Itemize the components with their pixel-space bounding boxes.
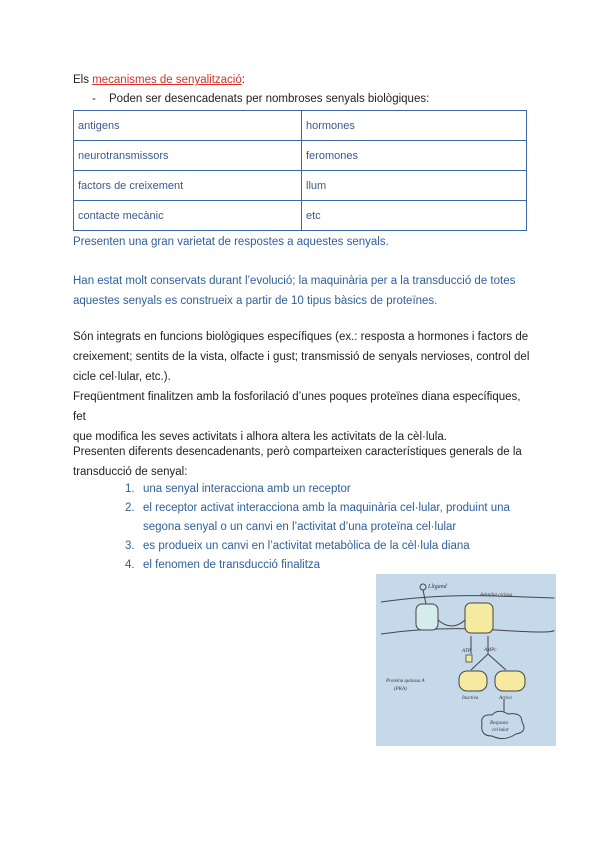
list-number: 3. <box>125 540 135 552</box>
label-camp: AMPc <box>484 648 497 653</box>
branch-arrows <box>471 654 506 670</box>
label-pka-line2: (PKA) <box>394 687 407 692</box>
label-inactive: Inactiva <box>462 696 479 701</box>
mecanismes-link[interactable]: mecanismes de senyalització <box>92 74 242 86</box>
table-cell: feromones <box>302 141 527 171</box>
list-item <box>121 480 521 499</box>
paragraph-line: aquestes senyals es construeix a partir de 10 tipus bàsics de proteïnes. <box>73 295 438 307</box>
heading-suffix: : <box>241 74 245 86</box>
paragraph-functions <box>73 327 533 447</box>
label-adenylate: Adenilat ciclasa <box>480 593 513 598</box>
table-cell: factors de creixement <box>74 171 302 201</box>
list-item-text: es produeix un canvi en l’activitat metabòlica de la cèl·lula diana <box>143 540 470 552</box>
table-cell: neurotransmissors <box>74 141 302 171</box>
camp-icon <box>466 655 472 662</box>
paragraph-evolution <box>73 271 533 311</box>
paragraph-line: que modifica les seves activitats i alhora altera les activitats de la cèl·lula. <box>73 431 447 443</box>
paragraph-line: Han estat molt conservats durant l’evolució; la maquinària per a la transducció de totes <box>73 275 516 287</box>
table-cell: antigens <box>74 111 302 141</box>
section-heading <box>73 74 245 86</box>
pka-inactive-icon <box>459 671 487 691</box>
ligand-icon <box>420 584 426 590</box>
membrane-outer-line <box>381 596 554 602</box>
list-item-text: el fenomen de transducció finalitza <box>143 559 321 571</box>
signaling-diagram <box>376 574 556 746</box>
paragraph-responses: Presenten una gran varietat de respostes a aquestes senyals. <box>73 236 389 248</box>
table-row <box>74 111 527 141</box>
paragraph-line: Freqüentment finalitzen amb la fosforilació d’unes poques proteïnes diana específiques, fet <box>73 391 521 423</box>
list-item <box>121 499 521 537</box>
paragraph-line: Presenten diferents desencadenants, però comparteixen característiques generals de la <box>73 446 522 458</box>
list-item-text: el receptor activat interacciona amb la maquinària cel·lular, produint una <box>143 502 510 514</box>
transduction-steps-list <box>121 480 521 575</box>
label-active: Activa <box>499 696 512 701</box>
list-item-text: segona senyal o un canvi en l’activitat d’una proteïna cel·lular <box>143 521 457 533</box>
bullet-dash: - <box>92 93 96 105</box>
label-pka-line1: Proteïna quinasa A <box>386 679 425 684</box>
list-number: 1. <box>125 483 135 495</box>
adenylate-cyclase-icon <box>465 603 493 633</box>
table-cell: hormones <box>302 111 527 141</box>
label-atp: ATP <box>462 649 471 654</box>
table-cell: contacte mecànic <box>74 201 302 231</box>
list-item <box>121 537 521 556</box>
table-cell: etc <box>302 201 527 231</box>
paragraph-line: creixement; sentits de la vista, olfacte i gust; transmissió de senyals nervioses, control del <box>73 351 530 363</box>
table-cell: llum <box>302 171 527 201</box>
signals-table <box>73 110 527 231</box>
list-item <box>121 556 521 575</box>
paragraph-line: transducció de senyal: <box>73 466 188 478</box>
label-response-line2: cel·lular <box>492 728 509 733</box>
label-ligand: Lligand <box>428 584 447 590</box>
paragraph-triggers <box>73 442 533 482</box>
receptor-icon <box>416 604 438 630</box>
pka-active-icon <box>495 671 525 691</box>
bullet-item <box>92 93 429 105</box>
table-row <box>74 171 527 201</box>
label-response-line1: Resposta <box>490 721 509 726</box>
list-item-text: una senyal interacciona amb un receptor <box>143 483 351 495</box>
heading-prefix: Els <box>73 74 93 86</box>
list-number: 4. <box>125 559 135 571</box>
list-number: 2. <box>125 502 135 514</box>
signaling-diagram-svg <box>376 574 556 746</box>
g-protein-link <box>438 620 465 626</box>
paragraph-line: Són integrats en funcions biològiques específiques (ex.: resposta a hormones i factors de <box>73 331 529 343</box>
table-row <box>74 141 527 171</box>
paragraph-line: cicle cel·lular, etc.). <box>73 371 171 383</box>
table-row <box>74 201 527 231</box>
bullet-text: Poden ser desencadenats per nombroses senyals biològiques: <box>109 93 430 105</box>
